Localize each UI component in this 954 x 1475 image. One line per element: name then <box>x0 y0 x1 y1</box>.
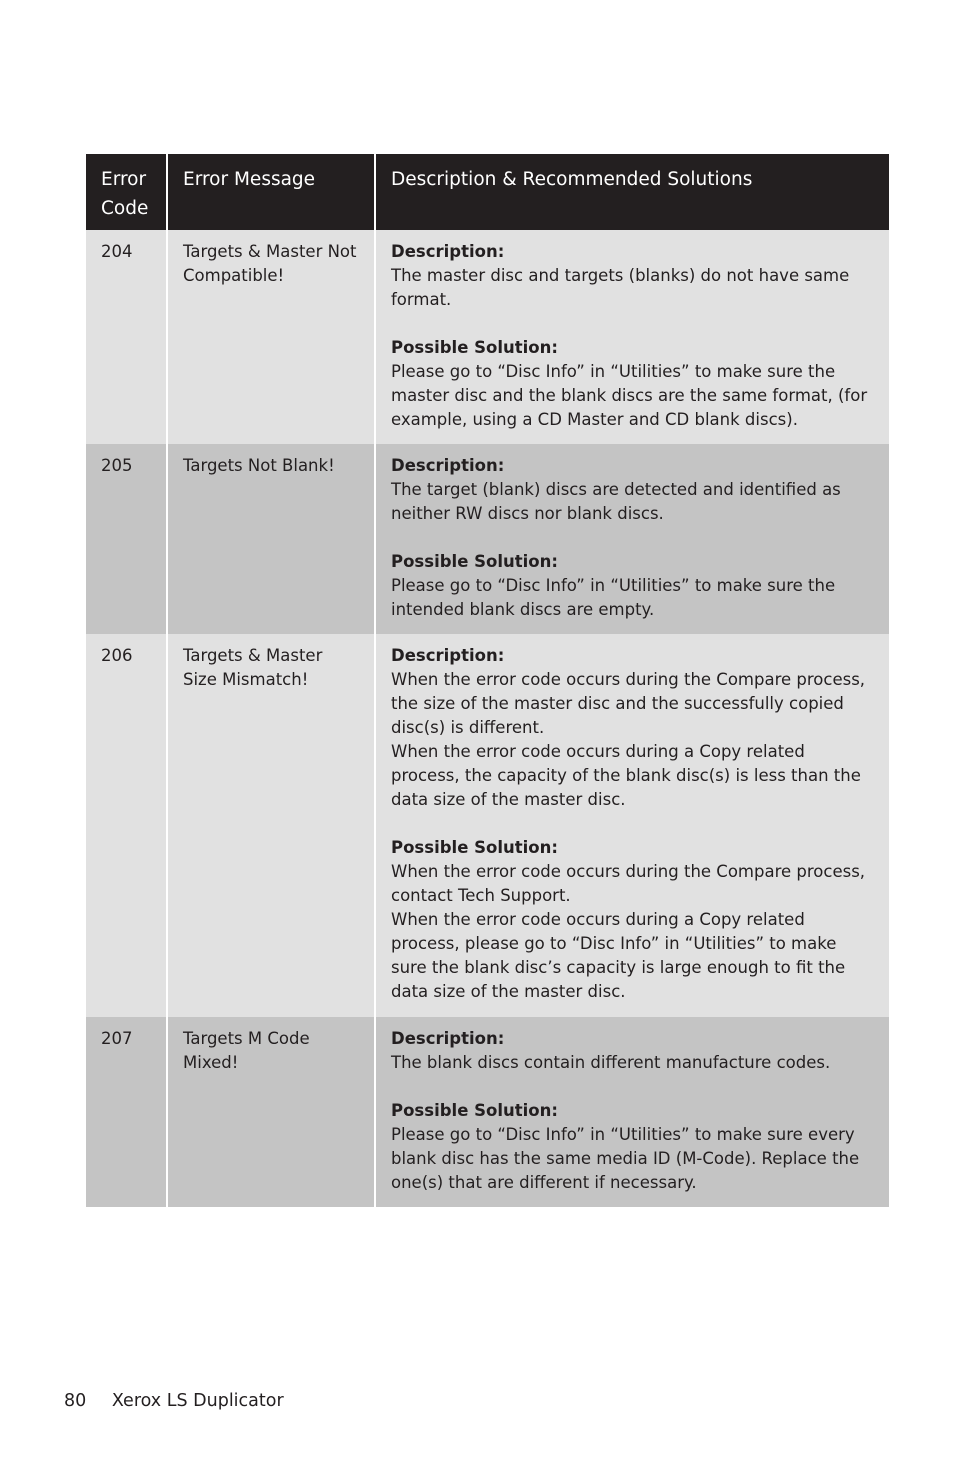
solution-label: Possible Solution: <box>391 1101 558 1120</box>
solution-label: Possible Solution: <box>391 338 558 357</box>
table-header-row <box>86 154 889 230</box>
paragraph-spacer <box>391 812 875 836</box>
description-cell <box>375 230 889 444</box>
description-cell <box>375 444 889 634</box>
page-number: 80 <box>64 1391 87 1411</box>
description-text: The master disc and targets (blanks) do not have same format. <box>391 266 850 309</box>
solution-text: Please go to “Disc Info” in “Utilities” to make sure every blank disc has the same media ID (M-Code). Replace the one(s) that are different if necessary. <box>391 1125 860 1192</box>
error-code-cell: 205 <box>86 444 167 634</box>
description-text: When the error code occurs during the Compare process, the size of the master disc and the successfully copied disc(s) is different. <box>391 670 866 737</box>
header-error-code: Error Code <box>86 154 167 230</box>
description-label: Description: <box>391 646 505 665</box>
table-row-207 <box>86 1017 889 1207</box>
error-code-cell: 206 <box>86 634 167 1017</box>
solution-label: Possible Solution: <box>391 838 558 857</box>
description-label: Description: <box>391 242 505 261</box>
solution-text: Please go to “Disc Info” in “Utilities” to make sure the master disc and the blank discs are the same format, (for example, using a CD Master and CD blank discs). <box>391 362 868 429</box>
header-description: Description & Recommended Solutions <box>375 154 889 230</box>
paragraph-spacer <box>391 312 875 336</box>
error-code-table <box>86 154 889 1207</box>
paragraph-spacer <box>391 1075 875 1099</box>
solution-text: When the error code occurs during the Compare process, contact Tech Support. <box>391 862 866 905</box>
error-message-cell: Targets Not Blank! <box>167 444 375 634</box>
table-row-205 <box>86 444 889 634</box>
solution-text-2: When the error code occurs during a Copy related process, please go to “Disc Info” in “Utilities” to make sure the blank disc’s capacity is large enough to fit the data size of the master disc. <box>391 910 846 1001</box>
table-row-206 <box>86 634 889 1017</box>
error-message-cell: Targets & Master Size Mismatch! <box>167 634 375 1017</box>
description-cell <box>375 1017 889 1207</box>
description-cell <box>375 634 889 1017</box>
paragraph-spacer <box>391 526 875 550</box>
description-label: Description: <box>391 1029 505 1048</box>
solution-label: Possible Solution: <box>391 552 558 571</box>
table-row-204 <box>86 230 889 444</box>
header-error-message: Error Message <box>167 154 375 230</box>
error-message-cell: Targets & Master Not Compatible! <box>167 230 375 444</box>
footer-title: Xerox LS Duplicator <box>111 1391 284 1411</box>
description-label: Description: <box>391 456 505 475</box>
description-text: The target (blank) discs are detected and identified as neither RW discs nor blank discs. <box>391 480 841 523</box>
error-code-cell: 204 <box>86 230 167 444</box>
solution-text: Please go to “Disc Info” in “Utilities” to make sure the intended blank discs are empty. <box>391 576 836 619</box>
description-text-2: When the error code occurs during a Copy related process, the capacity of the blank disc(s) is less than the data size of the master disc. <box>391 742 861 809</box>
error-code-cell: 207 <box>86 1017 167 1207</box>
page-footer <box>64 1387 284 1415</box>
description-text: The blank discs contain different manufacture codes. <box>391 1053 831 1072</box>
error-message-cell: Targets M Code Mixed! <box>167 1017 375 1207</box>
